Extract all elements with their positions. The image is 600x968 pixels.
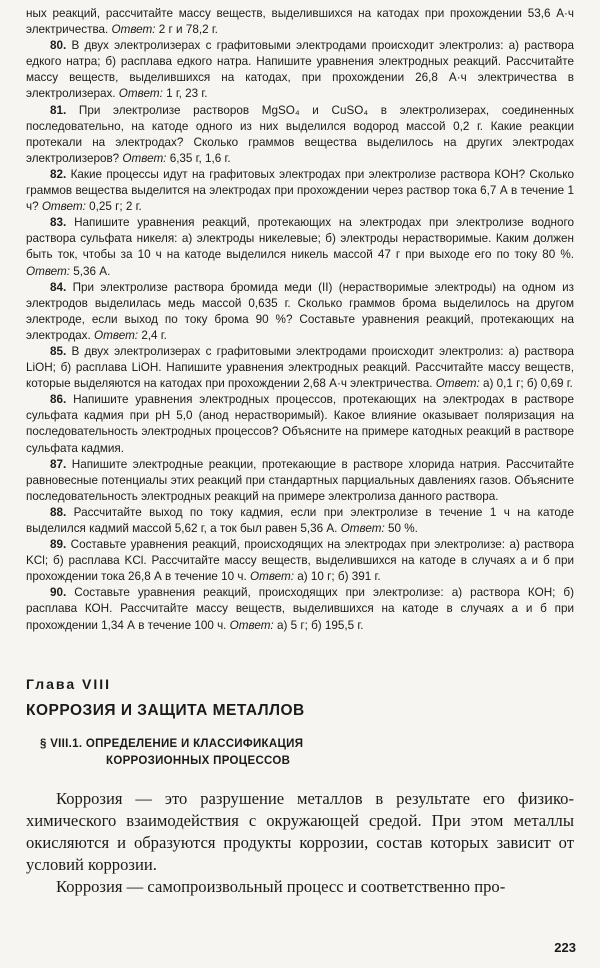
chapter-title: КОРРОЗИЯ И ЗАЩИТА МЕТАЛЛОВ — [26, 701, 305, 719]
body-paragraph: Коррозия — это разрушение металлов в результате его физико-химического взаимодействия с окружающей средой. При этом металлы окисляются и образуются продукты коррозии, состав которых зависит от условий коррозии. — [26, 788, 574, 874]
problem-number: 86. — [50, 393, 67, 407]
problem-number: 88. — [50, 505, 67, 519]
problem-text: Составьте уравнения реакций, происходящих на электродах при электролизе: а) раствора KCl; б) расплава KCl. Рассчитайте массу веществ, выделившихся на катоде в случаях а и б при прохождении тока 26,8 А в течение 10 ч. — [26, 538, 574, 584]
answer-value: 6,35 г, 1,6 г. — [169, 151, 231, 165]
problem-item — [26, 103, 574, 167]
problem-item — [26, 537, 574, 585]
problem-item — [26, 585, 574, 633]
answer-label: Ответ: — [118, 87, 163, 101]
answer-label: Ответ: — [94, 328, 139, 342]
problem-number: 84. — [50, 280, 67, 294]
problem-text: Составьте уравнения реакций, происходящих при электролизе: а) раствора КОН; б) расплава КОН. Рассчитайте массу веществ, выделившихся на катоде в случаях а и б при прохождении 1,34 А в течение 100 ч. — [26, 586, 574, 632]
problem-item — [26, 392, 574, 456]
section-heading-line1: § VIII.1. ОПРЕДЕЛЕНИЕ И КЛАССИФИКАЦИЯ — [40, 737, 304, 750]
problem-number: 89. — [50, 538, 67, 552]
problem-item — [26, 280, 574, 344]
answer-value: 1 г, 23 г. — [166, 87, 208, 101]
page — [26, 6, 574, 898]
answer-label: Ответ: — [122, 151, 167, 165]
section-heading — [40, 736, 574, 770]
problem-number: 83. — [50, 216, 67, 230]
answer-label: Ответ: — [340, 522, 385, 535]
answer-value: а) 5 г; б) 195,5 г. — [276, 618, 364, 632]
answer-label: Ответ: — [435, 377, 480, 391]
answer-value: 2,4 г. — [141, 328, 167, 342]
problem-number: 90. — [50, 586, 67, 600]
problem-text: Рассчитайте выход по току кадмия, если при электролизе в течение 1 ч на катоде выделился кадмий массой 5,62 г, а ток был равен 5,36 А. — [26, 505, 574, 535]
answer-label: Ответ: — [41, 200, 86, 214]
problem-number: 81. — [50, 103, 67, 117]
answer-value: а) 10 г; б) 391 г. — [297, 570, 381, 584]
problems-list — [26, 6, 574, 634]
problem-text: Напишите уравнения реакций, протекающих на электродах при электролизе водного раствора сульфата никеля: а) электроды никелевые; б) электроды нерастворимые. Каким должен быть ток, чтобы за 10 ч на катоде выделился никель массой 47 г при выходе его по току 80 %. — [26, 216, 574, 262]
problem-text: При электролизе растворов MgSO₄ и CuSO₄ в электролизерах, соединенных последовательно, на катоде одного из них выделился водород массой 0,2 г. Какие реакции протекали на электродах? Сколько граммов вещества выделилось на других электродах электролизеров? — [26, 103, 574, 165]
problem-number: 82. — [50, 167, 67, 181]
answer-value: 0,25 г; 2 г. — [89, 200, 142, 214]
body-paragraph: Коррозия — самопроизвольный процесс и соответственно про- — [56, 876, 506, 896]
problem-item — [26, 38, 574, 102]
problem-text: При электролизе раствора бромида меди (II) (нерастворимые электроды) на одном из электродов выделилась медь массой 0,635 г. Сколько граммов брома выделилось на другом электроде, если выход по току брома 90 %? Составьте уравнения реакций, протекающих на электродах. — [26, 280, 575, 342]
problem-item — [26, 167, 574, 215]
problem-text: В двух электролизерах с графитовыми электродами происходит электролиз: а) раствора едкого натра; б) расплава едкого натра. Напишите уравнения электродных реакций. Рассчитайте массу веществ, выделившихся на катодах, при прохождении 26,8 А·ч электричества в электролизерах. — [26, 39, 574, 101]
page-number: 223 — [554, 940, 576, 955]
problem-text: Напишите электродные реакции, протекающие в растворе хлорида натрия. Рассчитайте равновесные потенциалы этих реакций при стандартных парциальных давлениях газов. Объясните последовательность электродных реакций на примере электролиза данного раствора. — [26, 457, 574, 503]
problem-number: 80. — [50, 39, 67, 53]
answer-value: 5,36 А. — [73, 264, 111, 278]
problem-item — [26, 344, 574, 392]
answer-value: 2 г и 78,2 г. — [158, 23, 218, 37]
problem-item — [26, 6, 574, 38]
answer-value: 50 %. — [387, 522, 418, 535]
problem-text: Напишите уравнения электродных процессов, протекающих на электродах в растворе сульфата кадмия при pH 5,0 (анод нерастворимый). Какое влияние оказывает поляризация на последовательность электродных процессов? Объясните на примере катодных реакций в растворе сульфата кадмия. — [26, 393, 575, 455]
answer-label: Ответ: — [250, 570, 295, 584]
answer-label: Ответ: — [111, 23, 156, 37]
chapter-label: Глава VIII — [26, 675, 112, 692]
answer-value: а) 0,1 г; б) 0,69 г. — [482, 377, 573, 391]
problem-number: 87. — [50, 457, 67, 471]
answer-label: Ответ: — [26, 264, 71, 278]
problem-text: ных реакций, рассчитайте массу веществ, выделившихся на катодах при прохождении 53,6 А·ч электричества. — [26, 7, 574, 37]
problem-number: 85. — [50, 344, 67, 358]
section-heading-line2: КОРРОЗИОННЫХ ПРОЦЕССОВ — [106, 754, 291, 767]
problem-text: Какие процессы идут на графитовых электродах при электролизе раствора КОН? Сколько граммов вещества выделится на электродах при прохождении через раствор тока 6,7 А в течение 1 ч? — [26, 167, 574, 214]
body-text — [26, 788, 574, 898]
problem-item — [26, 457, 574, 505]
problem-text: В двух электролизерах с графитовыми электродами происходит электролиз: а) раствора LiOH; б) расплава LiOH. Напишите уравнения электродных реакций. Рассчитайте массу веществ, которые выделяются на катодах при прохождении 2,68 А·ч электричества. — [26, 344, 574, 391]
problem-item — [26, 505, 574, 537]
answer-label: Ответ: — [229, 618, 274, 632]
problem-item — [26, 215, 574, 279]
